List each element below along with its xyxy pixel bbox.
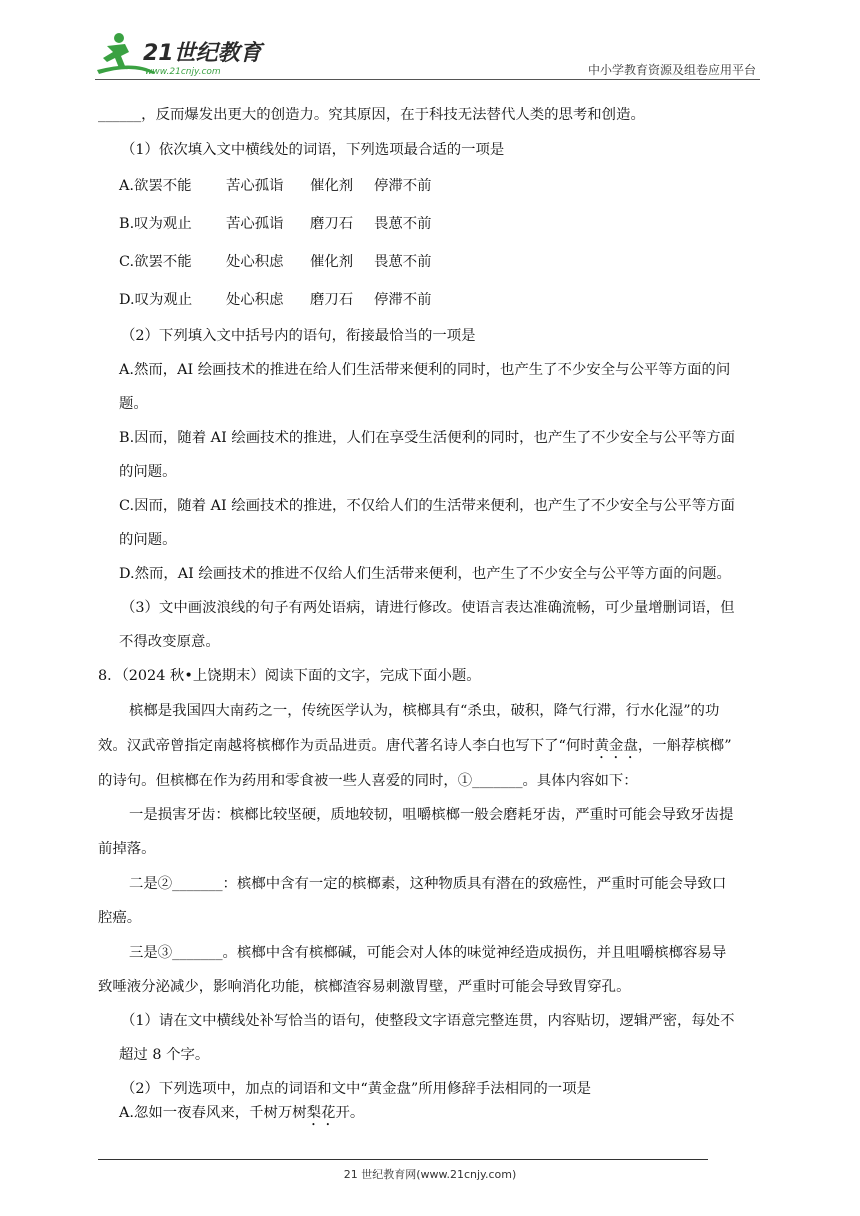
header-divider — [95, 79, 760, 80]
passage-para-2-line-2: 前掉落。 — [98, 841, 156, 857]
logo-sub-text: www.21cnjy.com — [145, 67, 221, 77]
question-3-line-1: （3）文中画波浪线的句子有两处语病，请进行修改。使语言表达准确流畅，可少量增删词语，但 — [121, 600, 735, 616]
option-a-word-1: A.欲罢不能 — [119, 178, 192, 194]
text-line: ______，反而爆发出更大的创造力。究其原因，在于科技无法替代人类的思考和创造。 — [98, 107, 645, 123]
q2-option-a-line-2: 题。 — [119, 396, 148, 412]
q2-option-b-line-1: B.因而，随着 AI 绘画技术的推进，人们在享受生活便利的同时，也产生了不少安全与公平等方面 — [119, 430, 736, 446]
passage-para-1-line-1: 槟榔是我国四大南药之一，传统医学认为，槟榔具有“杀虫，破积，降气行滞，行水化湿”的功 — [129, 703, 720, 719]
option-d-word-1: D.叹为观止 — [119, 292, 193, 308]
passage-para-2-line-1: 一是损害牙齿：槟榔比较坚硬，质地较韧，咀嚼槟榔一般会磨耗牙齿，严重时可能会导致牙齿提 — [129, 807, 734, 823]
passage-para-3-line-1: 二是②_______：槟榔中含有一定的槟榔素，这种物质具有潜在的致癌性，严重时可能会导致口 — [129, 876, 727, 892]
header-platform-name: 中小学教育资源及组卷应用平台 — [587, 63, 756, 77]
question-2: （2）下列填入文中括号内的语句，衔接最恰当的一项是 — [121, 328, 476, 344]
option-c-word-2: 处心积虑 — [226, 254, 284, 270]
footer-site: 21 世纪教育网(www.21cnjy.com) — [343, 1168, 517, 1181]
option-d-word-3: 磨刀石 — [310, 292, 354, 308]
passage-text: 效。汉武帝曾指定南越将槟榔作为贡品进贡。唐代著名诗人李白也写下了“何时 — [98, 738, 595, 754]
q2-option-c-line-2: 的问题。 — [119, 532, 177, 548]
sub-question-2: （2）下列选项中，加点的词语和文中“黄金盘”所用修辞手法相同的一项是 — [121, 1081, 591, 1097]
q2-option-a-line-1: A.然而，AI 绘画技术的推进在给人们生活带来便利的同时，也产生了不少安全与公平等方面的问 — [119, 362, 731, 378]
dotted-word-lihua: 梨花 — [306, 1105, 336, 1121]
logo-21cnjy — [95, 30, 265, 78]
passage-para-4-line-2: 致唾液分泌减少，影响消化功能，槟榔渣容易刺激胃壁，严重时可能会导致胃穿孔。 — [98, 979, 631, 995]
logo-main-text: 21世纪教育 — [143, 41, 262, 66]
sub-question-1-line-2: 超过 8 个字。 — [119, 1047, 210, 1063]
option-b-word-3: 磨刀石 — [310, 216, 354, 232]
option-d-word-2: 处心积虑 — [226, 292, 284, 308]
option-b-word-2: 苦心孤诣 — [226, 216, 284, 232]
option-c-word-3: 催化剂 — [310, 254, 354, 270]
option-d-word-4: 停滞不前 — [374, 292, 432, 308]
problem-8-heading: 8．（2024 秋•上饶期末）阅读下面的文字，完成下面小题。 — [98, 668, 481, 684]
passage-para-1-line-3: 的诗句。但槟榔在作为药用和零食被一些人喜爱的同时，①_______。具体内容如下： — [98, 773, 638, 789]
question-1: （1）依次填入文中横线处的词语，下列选项最合适的一项是 — [121, 142, 505, 158]
passage-para-3-line-2: 腔癌。 — [98, 910, 142, 926]
q2-option-d-line: D.然而，AI 绘画技术的推进不仅给人们生活带来便利，也产生了不少安全与公平等方面的问题。 — [119, 566, 731, 582]
q2-option-c-line-1: C.因而，随着 AI 绘画技术的推进，不仅给人们的生活带来便利，也产生了不少安全与公平等方面 — [119, 498, 735, 514]
option-b-word-1: B.叹为观止 — [119, 216, 192, 232]
page-header — [95, 30, 760, 80]
option-a-word-2: 苦心孤诣 — [226, 178, 284, 194]
footer-divider — [98, 1159, 708, 1160]
passage-para-1-line-2 — [98, 737, 732, 762]
q2-option-b-line-2: 的问题。 — [119, 464, 177, 480]
sub-question-1-line-1: （1）请在文中横线处补写恰当的语句，使整段文字语意完整连贯，内容贴切，逻辑严密，每处不 — [121, 1013, 735, 1029]
option-b-word-4: 畏葸不前 — [374, 216, 432, 232]
option-a-word-3: 催化剂 — [310, 178, 354, 194]
sub-question-2-option-a — [119, 1104, 364, 1129]
dotted-word-huangjinpan: 黄金盘 — [594, 738, 638, 754]
option-c-word-4: 畏葸不前 — [374, 254, 432, 270]
passage-para-4-line-1: 三是③_______。槟榔中含有槟榔碱，可能会对人体的味觉神经造成损伤，并且咀嚼槟榔容易导 — [129, 945, 727, 961]
passage-text: ，一斛荐槟榔” — [637, 738, 732, 754]
option-text: 开。 — [335, 1105, 365, 1121]
question-3-line-2: 不得改变原意。 — [119, 634, 220, 650]
option-a-word-4: 停滞不前 — [374, 178, 432, 194]
option-c-word-1: C.欲罢不能 — [119, 254, 192, 270]
option-text: A.忽如一夜春风来，千树万树 — [119, 1105, 307, 1121]
